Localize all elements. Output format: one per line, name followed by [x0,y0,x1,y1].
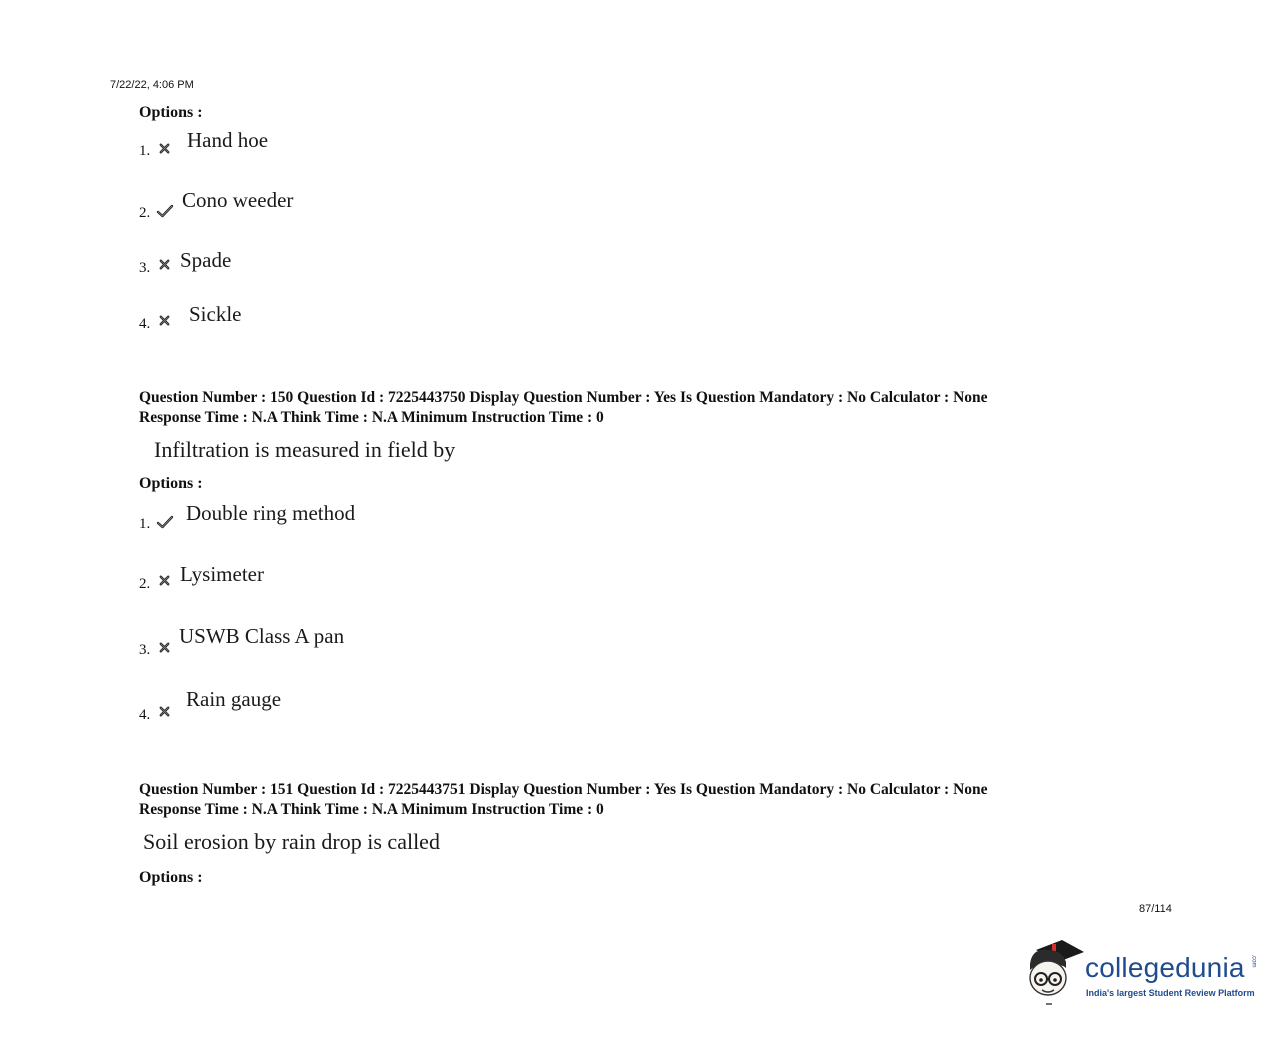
option-number: 3. [139,642,151,658]
collegedunia-logo [1022,938,1257,1010]
option-text: USWB Class A pan [179,624,345,648]
logo-tagline: India's largest Student Review Platform [1086,988,1255,998]
options-label: Options : [139,475,203,492]
cross-icon [158,574,171,587]
option-number: 4. [139,316,151,332]
option-text: Sickle [189,302,242,326]
options-label: Options : [139,104,203,121]
check-icon [156,515,174,529]
logo-domain-suffix: .com [1250,954,1257,968]
option-text: Rain gauge [186,687,282,711]
option-number: 3. [139,260,151,276]
option-number: 1. [139,516,151,532]
question-text: Soil erosion by rain drop is called [143,829,440,854]
logo-wordmark: collegedunia [1085,952,1245,983]
cross-icon [158,314,171,327]
cross-icon [158,258,171,271]
option-number: 4. [139,707,151,723]
option-text: Lysimeter [180,562,264,586]
option-number: 2. [139,205,151,221]
print-timestamp: 7/22/22, 4:06 PM [110,79,194,91]
mascot-icon [1022,938,1086,1010]
question-text: Infiltration is measured in field by [154,437,456,462]
option-text: Spade [180,248,232,272]
question-meta-line1: Question Number : 150 Question Id : 7225443750 Display Question Number : Yes Is Question Mandatory : No Calculator : None [139,389,988,406]
option-text: Cono weeder [182,188,294,212]
question-meta-line2: Response Time : N.A Think Time : N.A Minimum Instruction Time : 0 [139,409,604,426]
cross-icon [158,641,171,654]
option-number: 2. [139,576,151,592]
option-number: 1. [139,143,151,159]
question-meta-line2: Response Time : N.A Think Time : N.A Minimum Instruction Time : 0 [139,801,604,818]
page-number: 87/114 [1139,903,1172,915]
option-text: Double ring method [186,501,356,525]
cross-icon [158,142,171,155]
option-text: Hand hoe [187,128,269,152]
check-icon [156,204,174,218]
question-meta-line1: Question Number : 151 Question Id : 7225443751 Display Question Number : Yes Is Question Mandatory : No Calculator : None [139,781,988,798]
cross-icon [158,705,171,718]
options-label: Options : [139,869,203,886]
